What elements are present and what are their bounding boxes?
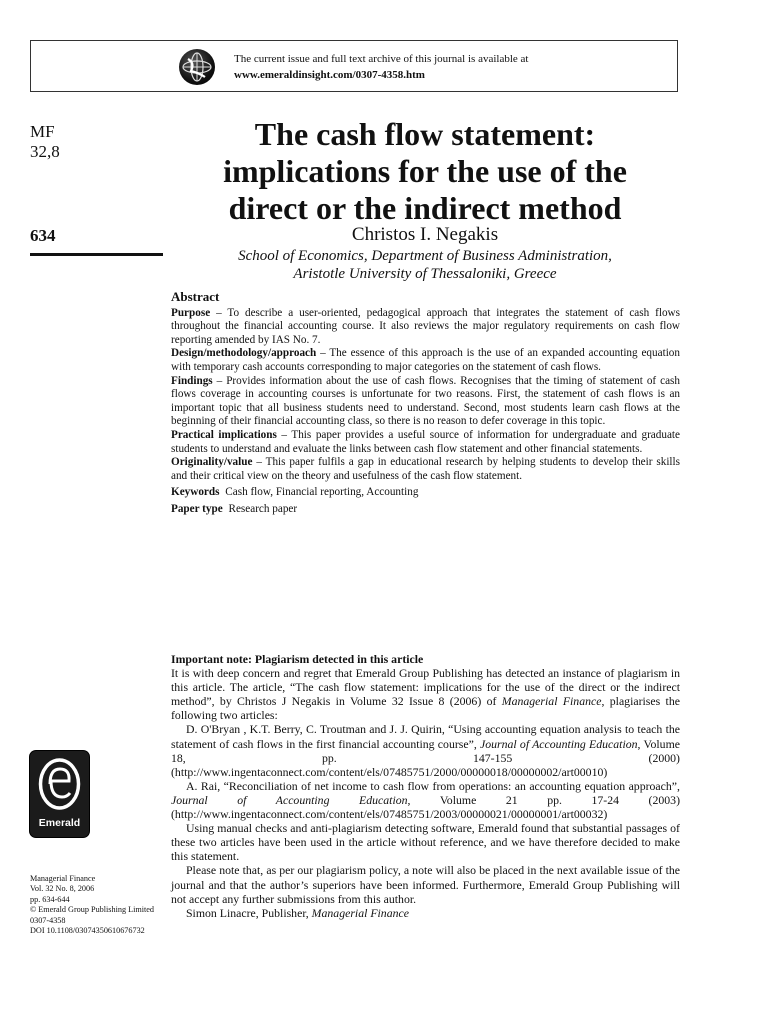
author-affiliation	[170, 247, 680, 283]
emerald-logo	[30, 751, 89, 837]
margin-rule	[30, 253, 163, 256]
abstract-practical	[171, 429, 680, 456]
title-line: The cash flow statement:	[254, 116, 596, 152]
keywords-text: Cash flow, Financial reporting, Accounting	[225, 486, 419, 499]
abstract-findings	[171, 375, 680, 429]
purpose-text: – To describe a user-oriented, pedagogical approach that integrates the statement of cash flows throughout the financial accounting course. It also reviews the major regulatory requirements on cash flow reporting amended by IAS No. 7.	[171, 306, 680, 346]
paper-type-label: Paper type	[171, 502, 223, 515]
article-title	[170, 116, 680, 227]
citation-line: Vol. 32 No. 8, 2006	[30, 884, 95, 894]
signoff-text: Simon Linacre, Publisher,	[186, 905, 312, 920]
abstract-section	[171, 290, 680, 517]
note-paragraph: Using manual checks and anti-plagiarism detecting software, Emerald found that substantial passages of these two articles have been used in the article without reference, and we have therefore decided to make this statement.	[171, 821, 680, 864]
journal-name: Managerial Finance	[501, 694, 602, 709]
findings-label: Findings	[171, 374, 213, 387]
citation-line: pp. 634-644	[30, 894, 70, 904]
header-box	[30, 40, 678, 92]
journal-code	[30, 122, 60, 162]
reference-text: , Volume 21 pp. 17-24 (2003) (http://www.ingentaconnect.com/content/els/07485751/2003/00000021/00000001/art00032)	[171, 792, 681, 822]
title-line: implications for the use of the	[223, 153, 627, 189]
abstract-design	[171, 347, 680, 374]
header-availability-text: The current issue and full text archive of this journal is available at	[234, 53, 529, 65]
reference-text: , Volume 18, pp. 147-155 (2000) (http://www.ingentaconnect.com/content/els/07485751/2000/00000018/00000002/art00010)	[171, 736, 680, 779]
practical-text: – This paper provides a useful source of information for undergraduate and graduate students to understand and evaluate the links between cash flow statement and other financial statements.	[171, 428, 680, 455]
affiliation-line: Aristotle University of Thessaloniki, Greece	[293, 266, 557, 282]
note-heading: Important note: Plagiarism detected in this article	[171, 652, 424, 666]
note-text: , plagiarises the following two articles:	[171, 694, 680, 723]
design-label: Design/methodology/approach	[171, 347, 317, 360]
findings-text: – Provides information about the use of cash flows. Recognises that the timing of statement of cash flows coverage in accounting courses is unfortunate for two reasons. First, the statement of cash flows is an important topic that all business students need to understand. Second, most students learn cash flows at the beginning of their financial accounting class, so there is no reason to defer coverage in this topic.	[171, 374, 680, 428]
emerald-logo-text: Emerald	[38, 817, 81, 829]
author-name: Christos I. Negakis	[351, 224, 499, 245]
purpose-label: Purpose	[171, 306, 211, 319]
citation-line: DOI 10.1108/03074350610676732	[30, 926, 145, 936]
abstract-heading: Abstract	[171, 289, 220, 304]
volume-issue: 32,8	[30, 142, 60, 161]
practical-label: Practical implications	[171, 428, 277, 441]
paper-type-text: Research paper	[228, 502, 298, 515]
header-url-link[interactable]: www.emeraldinsight.com/0307-4358.htm	[234, 69, 425, 81]
abstract-keywords	[171, 486, 680, 500]
journal-name: Journal of Accounting Education	[480, 736, 638, 751]
design-text: – The essence of this approach is the use of an expanded accounting equation with temporary cash accounts corresponding to major categories on the statement of cash flows.	[171, 347, 680, 373]
keywords-label: Keywords	[171, 486, 220, 499]
note-reference	[171, 779, 680, 821]
emerald-swirl-icon	[36, 757, 83, 815]
citation-line: © Emerald Group Publishing Limited	[30, 905, 155, 915]
reference-text: D. O'Bryan , K.T. Berry, C. Troutman and J. J. Quirin, “Using accounting equation analysis to teach the statement of cash flows in the first financial accounting course”,	[171, 722, 680, 751]
abstract-originality	[171, 456, 680, 483]
journal-citation	[30, 874, 154, 936]
plagiarism-note	[171, 652, 680, 920]
journal-name: Managerial Finance	[311, 905, 409, 920]
note-signoff	[171, 906, 680, 920]
citation-line: 0307-4358	[30, 915, 66, 925]
affiliation-line: School of Economics, Department of Business Administration,	[238, 248, 612, 264]
title-line: direct or the indirect method	[228, 190, 622, 226]
note-paragraph: Please note that, as per our plagiarism policy, a note will also be placed in the next available issue of the journal and that the author’s superiors have been informed. Furthermore, Emerald Group Publishing will not accept any further submissions from this author.	[171, 863, 680, 906]
abstract-paper-type	[171, 503, 680, 517]
citation-line: Managerial Finance	[30, 874, 96, 883]
journal-name: Journal of Accounting Education	[171, 792, 408, 807]
note-text: It is with deep concern and regret that Emerald Group Publishing has detected an instance of plagiarism in this article. The article, “The cash flow statement: implications for the use of the direct or the indirect method”, by Christos J Negakis in Volume 32 Issue 8 (2006) of	[171, 666, 680, 709]
page-number: 634	[30, 226, 56, 245]
originality-label: Originality/value	[171, 456, 253, 469]
journal-abbreviation: MF	[30, 122, 55, 141]
note-reference	[171, 722, 680, 778]
abstract-purpose	[171, 307, 680, 348]
reference-text: A. Rai, “Reconciliation of net income to cash flow from operations: an accounting equation approach”,	[186, 778, 680, 793]
globe-icon	[179, 49, 215, 85]
note-paragraph	[171, 666, 680, 722]
originality-text: – This paper fulfils a gap in educational research by helping students to develop their skills and their critical view on the theory and usefulness of the cash flow statement.	[171, 456, 680, 482]
